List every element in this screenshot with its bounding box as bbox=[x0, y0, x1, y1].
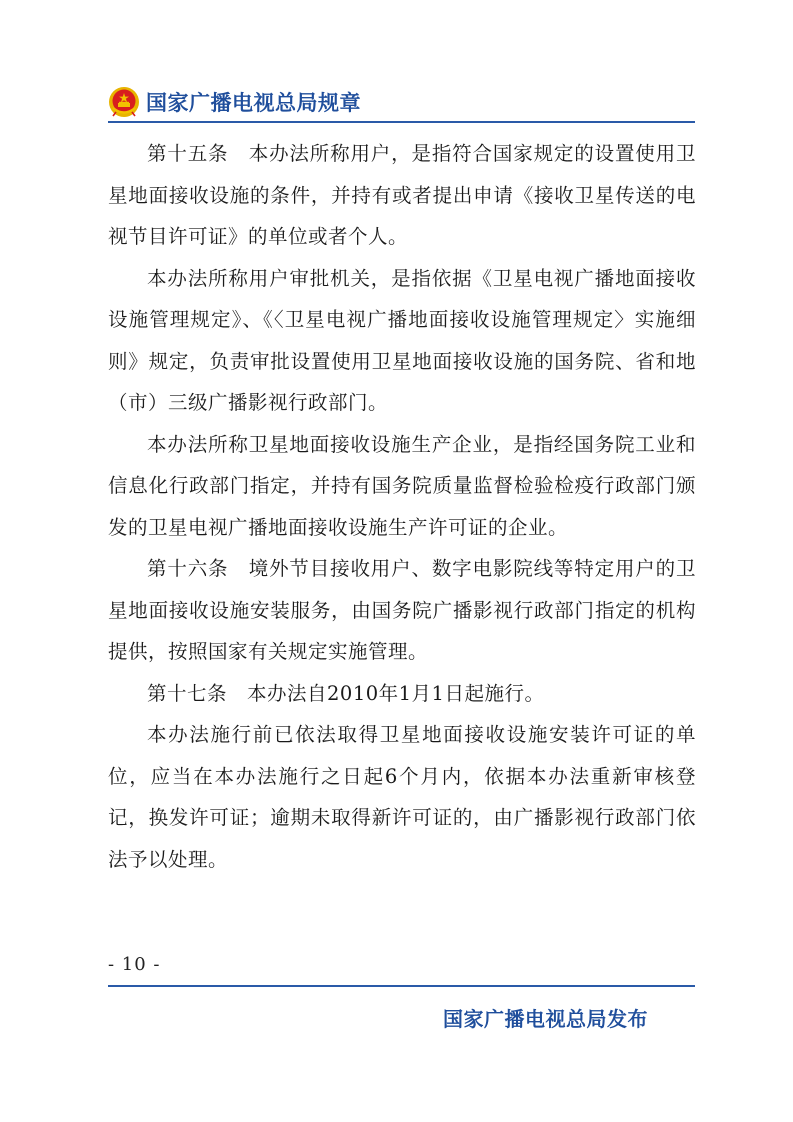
footer-publisher: 国家广播电视总局发布 bbox=[443, 1007, 648, 1031]
paragraph: 本办法施行前已依法取得卫星地面接收设施安装许可证的单位，应当在本办法施行之日起6个月内，依据本办法重新审核登记，换发许可证；逾期未取得新许可证的，由广播影视行政部门依法予以处理。 bbox=[108, 723, 696, 871]
paragraph: 第十七条 本办法自2010年1月1日起施行。 bbox=[147, 681, 545, 705]
national-emblem-icon bbox=[108, 86, 140, 118]
header-title: 国家广播电视总局规章 bbox=[146, 91, 361, 115]
page-number: - 10 - bbox=[108, 954, 161, 975]
paragraph: 第十六条 境外节目接收用户、数字电影院线等特定用户的卫星地面接收设施安装服务，由国务院广播影视行政部门指定的机构提供，按照国家有关规定实施管理。 bbox=[108, 557, 696, 663]
footer-divider bbox=[108, 985, 695, 987]
paragraph: 第十五条 本办法所称用户，是指符合国家规定的设置使用卫星地面接收设施的条件，并持有或者提出申请《接收卫星传送的电视节目许可证》的单位或者个人。 bbox=[108, 142, 696, 248]
paragraph: 本办法所称用户审批机关，是指依据《卫星电视广播地面接收设施管理规定》、《〈卫星电视广播地面接收设施管理规定〉实施细则》规定，负责审批设置使用卫星地面接收设施的国务院、省和地（市）三级广播影视行政部门。 bbox=[108, 266, 696, 414]
paragraph: 本办法所称卫星地面接收设施生产企业，是指经国务院工业和信息化行政部门指定，并持有国务院质量监督检验检疫行政部门颁发的卫星电视广播地面接收设施生产许可证的企业。 bbox=[108, 432, 696, 539]
document-body bbox=[108, 133, 696, 880]
page-header bbox=[108, 84, 361, 120]
header-divider bbox=[108, 121, 695, 123]
